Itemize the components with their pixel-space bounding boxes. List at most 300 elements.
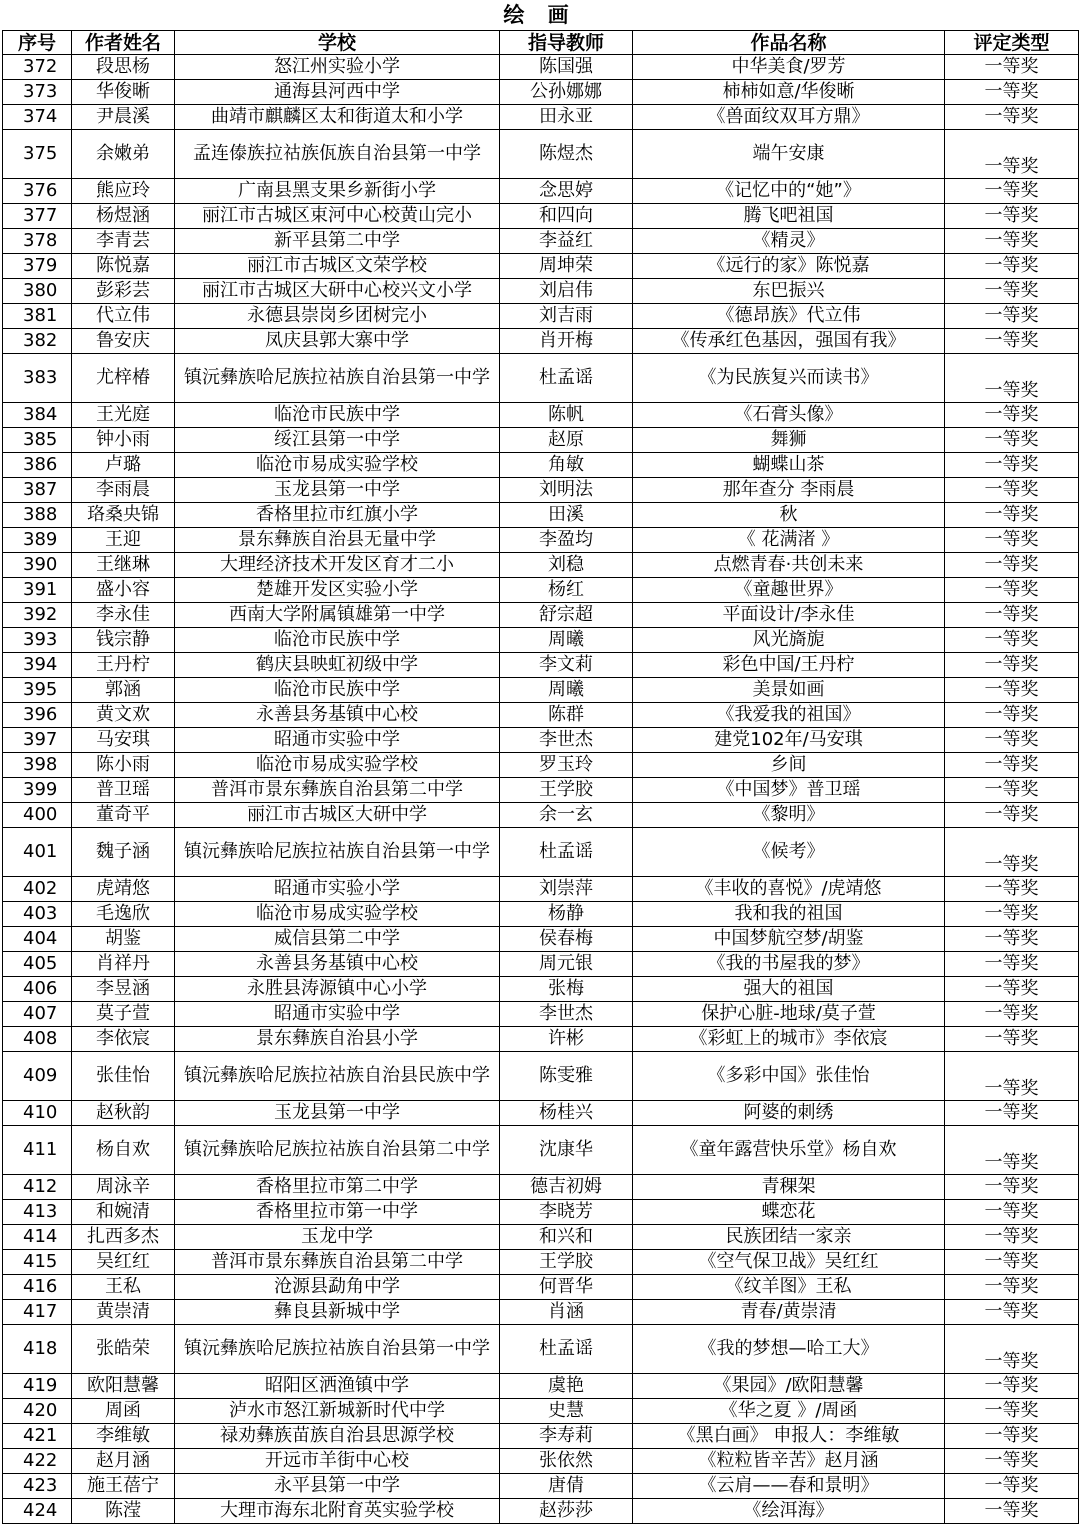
- cell-school: 临沧市民族中学: [175, 628, 500, 653]
- cell-author: 魏子涵: [72, 828, 175, 877]
- cell-award: 一等奖: [945, 403, 1079, 428]
- cell-school: 镇沅彝族哈尼族拉祜族自治县第一中学: [175, 354, 500, 403]
- cell-award: 一等奖: [945, 678, 1079, 703]
- table-row: [3, 428, 1079, 453]
- cell-award: 一等奖: [945, 703, 1079, 728]
- cell-work: 民族团结一家亲: [633, 1225, 945, 1250]
- cell-teacher: 罗玉玲: [500, 753, 633, 778]
- cell-teacher: 舒宗超: [500, 603, 633, 628]
- cell-work: 彩色中国/王丹柠: [633, 653, 945, 678]
- header-author: 作者姓名: [72, 31, 175, 55]
- cell-teacher: 李益红: [500, 229, 633, 254]
- cell-school: 香格里拉市红旗小学: [175, 503, 500, 528]
- cell-no: 410: [3, 1101, 72, 1126]
- cell-author: 王丹柠: [72, 653, 175, 678]
- cell-teacher: 许彬: [500, 1027, 633, 1052]
- cell-teacher: 沈康华: [500, 1126, 633, 1175]
- cell-school: 镇沅彝族哈尼族拉祜族自治县第一中学: [175, 828, 500, 877]
- cell-work: 舞狮: [633, 428, 945, 453]
- cell-author: 卢璐: [72, 453, 175, 478]
- cell-school: 镇沅彝族哈尼族拉祜族自治县第一中学: [175, 1325, 500, 1374]
- cell-teacher: 角敏: [500, 453, 633, 478]
- cell-award: 一等奖: [945, 578, 1079, 603]
- cell-author: 赵秋韵: [72, 1101, 175, 1126]
- table-row: [3, 728, 1079, 753]
- cell-teacher: 李寿莉: [500, 1424, 633, 1449]
- table-row: [3, 952, 1079, 977]
- cell-award: 一等奖: [945, 1374, 1079, 1399]
- table-row: [3, 902, 1079, 927]
- table-row: [3, 578, 1079, 603]
- cell-work: 《空气保卫战》吴红红: [633, 1250, 945, 1275]
- cell-author: 扎西多杰: [72, 1225, 175, 1250]
- cell-no: 389: [3, 528, 72, 553]
- cell-author: 吴红红: [72, 1250, 175, 1275]
- cell-school: 丽江市古城区束河中心校黄山完小: [175, 204, 500, 229]
- cell-no: 413: [3, 1200, 72, 1225]
- cell-no: 406: [3, 977, 72, 1002]
- cell-no: 421: [3, 1424, 72, 1449]
- cell-no: 396: [3, 703, 72, 728]
- cell-award: 一等奖: [945, 478, 1079, 503]
- cell-work: 《黑白画》 申报人：李维敏: [633, 1424, 945, 1449]
- cell-teacher: 余一玄: [500, 803, 633, 828]
- cell-school: 怒江州实验小学: [175, 55, 500, 80]
- cell-work: 乡间: [633, 753, 945, 778]
- table-row: [3, 1474, 1079, 1499]
- cell-author: 周泳辛: [72, 1175, 175, 1200]
- cell-school: 永德县崇岗乡团树完小: [175, 304, 500, 329]
- cell-school: 昭通市实验小学: [175, 877, 500, 902]
- cell-award: 一等奖: [945, 628, 1079, 653]
- cell-work: 保护心脏-地球/莫子萱: [633, 1002, 945, 1027]
- header-work: 作品名称: [633, 31, 945, 55]
- cell-author: 李昱涵: [72, 977, 175, 1002]
- table-row: [3, 453, 1079, 478]
- cell-author: 马安琪: [72, 728, 175, 753]
- cell-no: 393: [3, 628, 72, 653]
- cell-author: 段思杨: [72, 55, 175, 80]
- cell-school: 香格里拉市第一中学: [175, 1200, 500, 1225]
- cell-work: 我和我的祖国: [633, 902, 945, 927]
- cell-teacher: 李世杰: [500, 728, 633, 753]
- cell-author: 钟小雨: [72, 428, 175, 453]
- cell-work: 蝶恋花: [633, 1200, 945, 1225]
- cell-no: 379: [3, 254, 72, 279]
- table-row: [3, 229, 1079, 254]
- cell-author: 肖祥丹: [72, 952, 175, 977]
- cell-award: 一等奖: [945, 528, 1079, 553]
- cell-school: 威信县第二中学: [175, 927, 500, 952]
- table-row: [3, 977, 1079, 1002]
- cell-award: 一等奖: [945, 105, 1079, 130]
- cell-no: 384: [3, 403, 72, 428]
- cell-author: 张佳怡: [72, 1052, 175, 1101]
- cell-award: 一等奖: [945, 229, 1079, 254]
- table-row: [3, 528, 1079, 553]
- cell-author: 欧阳慧馨: [72, 1374, 175, 1399]
- cell-award: 一等奖: [945, 55, 1079, 80]
- cell-teacher: 李盈均: [500, 528, 633, 553]
- cell-work: 中华美食/罗芳: [633, 55, 945, 80]
- cell-school: 临沧市民族中学: [175, 678, 500, 703]
- table-row: [3, 478, 1079, 503]
- cell-award: 一等奖: [945, 1424, 1079, 1449]
- cell-no: 400: [3, 803, 72, 828]
- cell-author: 彭彩芸: [72, 279, 175, 304]
- table-row: [3, 877, 1079, 902]
- cell-author: 陈悦嘉: [72, 254, 175, 279]
- cell-work: 强大的祖国: [633, 977, 945, 1002]
- cell-work: 《黎明》: [633, 803, 945, 828]
- cell-no: 377: [3, 204, 72, 229]
- cell-award: 一等奖: [945, 329, 1079, 354]
- cell-author: 熊应玲: [72, 179, 175, 204]
- cell-no: 399: [3, 778, 72, 803]
- cell-teacher: 杜孟谣: [500, 828, 633, 877]
- table-row: [3, 279, 1079, 304]
- table-row: [3, 80, 1079, 105]
- cell-work: 那年查分 李雨晨: [633, 478, 945, 503]
- cell-work: 《我的书屋我的梦》: [633, 952, 945, 977]
- cell-teacher: 田永亚: [500, 105, 633, 130]
- cell-award: 一等奖: [945, 1027, 1079, 1052]
- table-row: [3, 1101, 1079, 1126]
- cell-award: 一等奖: [945, 304, 1079, 329]
- cell-teacher: 张依然: [500, 1449, 633, 1474]
- cell-author: 董奇平: [72, 803, 175, 828]
- cell-teacher: 陈群: [500, 703, 633, 728]
- cell-author: 毛逸欣: [72, 902, 175, 927]
- table-row: [3, 1499, 1079, 1524]
- cell-school: 玉龙县第一中学: [175, 1101, 500, 1126]
- cell-work: 《我爱我的祖国》: [633, 703, 945, 728]
- header-award: 评定类型: [945, 31, 1079, 55]
- cell-school: 楚雄开发区实验小学: [175, 578, 500, 603]
- cell-no: 420: [3, 1399, 72, 1424]
- cell-no: 390: [3, 553, 72, 578]
- cell-award: 一等奖: [945, 1399, 1079, 1424]
- cell-author: 鲁安庆: [72, 329, 175, 354]
- cell-work: 建党102年/马安琪: [633, 728, 945, 753]
- cell-school: 西南大学附属镇雄第一中学: [175, 603, 500, 628]
- cell-author: 黄文欢: [72, 703, 175, 728]
- cell-no: 412: [3, 1175, 72, 1200]
- cell-no: 376: [3, 179, 72, 204]
- cell-teacher: 陈煜杰: [500, 130, 633, 179]
- cell-award: 一等奖: [945, 1474, 1079, 1499]
- table-row: [3, 628, 1079, 653]
- cell-school: 新平县第二中学: [175, 229, 500, 254]
- cell-no: 402: [3, 877, 72, 902]
- cell-author: 普卫瑶: [72, 778, 175, 803]
- cell-award: 一等奖: [945, 204, 1079, 229]
- cell-author: 李雨晨: [72, 478, 175, 503]
- table-row: [3, 105, 1079, 130]
- cell-award: 一等奖: [945, 1300, 1079, 1325]
- cell-work: 《丰收的喜悦》/虎靖悠: [633, 877, 945, 902]
- cell-author: 珞桑央锦: [72, 503, 175, 528]
- cell-no: 374: [3, 105, 72, 130]
- cell-teacher: 刘明法: [500, 478, 633, 503]
- table-row: [3, 329, 1079, 354]
- cell-school: 临沧市易成实验学校: [175, 753, 500, 778]
- cell-school: 丽江市古城区文荣学校: [175, 254, 500, 279]
- cell-no: 411: [3, 1126, 72, 1175]
- table-row: [3, 1126, 1079, 1175]
- table-row: [3, 1300, 1079, 1325]
- cell-teacher: 陈国强: [500, 55, 633, 80]
- table-row: [3, 204, 1079, 229]
- cell-author: 胡鉴: [72, 927, 175, 952]
- cell-award: 一等奖: [945, 1126, 1079, 1175]
- cell-award: 一等奖: [945, 80, 1079, 105]
- table-row: [3, 678, 1079, 703]
- cell-author: 赵月涵: [72, 1449, 175, 1474]
- cell-work: 中国梦航空梦/胡鉴: [633, 927, 945, 952]
- cell-work: 平面设计/李永佳: [633, 603, 945, 628]
- cell-school: 丽江市古城区大研中心校兴文小学: [175, 279, 500, 304]
- cell-work: 端午安康: [633, 130, 945, 179]
- table-row: [3, 179, 1079, 204]
- table-row: [3, 304, 1079, 329]
- cell-no: 417: [3, 1300, 72, 1325]
- cell-work: 腾飞吧祖国: [633, 204, 945, 229]
- cell-school: 丽江市古城区大研中学: [175, 803, 500, 828]
- cell-work: 《果园》/欧阳慧馨: [633, 1374, 945, 1399]
- cell-work: 青春/黄崇清: [633, 1300, 945, 1325]
- cell-award: 一等奖: [945, 1101, 1079, 1126]
- awards-table: [2, 30, 1079, 1524]
- table-row: [3, 55, 1079, 80]
- cell-teacher: 王学胶: [500, 778, 633, 803]
- cell-teacher: 和四向: [500, 204, 633, 229]
- cell-teacher: 刘稳: [500, 553, 633, 578]
- cell-award: 一等奖: [945, 1225, 1079, 1250]
- cell-school: 广南县黑支果乡新街小学: [175, 179, 500, 204]
- table-row: [3, 1374, 1079, 1399]
- cell-award: 一等奖: [945, 1275, 1079, 1300]
- cell-award: 一等奖: [945, 254, 1079, 279]
- cell-author: 尹晨溪: [72, 105, 175, 130]
- cell-no: 385: [3, 428, 72, 453]
- cell-award: 一等奖: [945, 952, 1079, 977]
- cell-no: 424: [3, 1499, 72, 1524]
- cell-author: 施王蓓宁: [72, 1474, 175, 1499]
- cell-work: 风光旖旎: [633, 628, 945, 653]
- cell-award: 一等奖: [945, 977, 1079, 1002]
- cell-school: 香格里拉市第二中学: [175, 1175, 500, 1200]
- cell-work: 《彩虹上的城市》李依宸: [633, 1027, 945, 1052]
- table-row: [3, 254, 1079, 279]
- cell-award: 一等奖: [945, 1449, 1079, 1474]
- cell-no: 381: [3, 304, 72, 329]
- cell-award: 一等奖: [945, 503, 1079, 528]
- cell-work: 《绘洱海》: [633, 1499, 945, 1524]
- cell-school: 彝良县新城中学: [175, 1300, 500, 1325]
- cell-work: 《兽面纹双耳方鼎》: [633, 105, 945, 130]
- cell-author: 李青芸: [72, 229, 175, 254]
- cell-author: 王私: [72, 1275, 175, 1300]
- header-school: 学校: [175, 31, 500, 55]
- cell-author: 王光庭: [72, 403, 175, 428]
- table-row: [3, 1399, 1079, 1424]
- cell-no: 415: [3, 1250, 72, 1275]
- header-no: 序号: [3, 31, 72, 55]
- cell-award: 一等奖: [945, 1499, 1079, 1524]
- cell-school: 永胜县涛源镇中心小学: [175, 977, 500, 1002]
- cell-school: 昭通市实验中学: [175, 1002, 500, 1027]
- cell-work: 美景如画: [633, 678, 945, 703]
- table-row: [3, 603, 1079, 628]
- table-row: [3, 1200, 1079, 1225]
- cell-no: 397: [3, 728, 72, 753]
- table-row: [3, 927, 1079, 952]
- cell-teacher: 和兴和: [500, 1225, 633, 1250]
- cell-work: 点燃青春·共创未来: [633, 553, 945, 578]
- cell-work: 《华之夏 》/周函: [633, 1399, 945, 1424]
- cell-no: 401: [3, 828, 72, 877]
- cell-work: 《精灵》: [633, 229, 945, 254]
- cell-school: 镇沅彝族哈尼族拉祜族自治县民族中学: [175, 1052, 500, 1101]
- cell-work: 《德昂族》代立伟: [633, 304, 945, 329]
- cell-no: 387: [3, 478, 72, 503]
- cell-award: 一等奖: [945, 728, 1079, 753]
- cell-author: 陈滢: [72, 1499, 175, 1524]
- cell-teacher: 陈雯雅: [500, 1052, 633, 1101]
- cell-school: 景东彝族自治县小学: [175, 1027, 500, 1052]
- cell-work: 蝴蝶山茶: [633, 453, 945, 478]
- cell-school: 开远市羊街中心校: [175, 1449, 500, 1474]
- cell-award: 一等奖: [945, 753, 1079, 778]
- table-row: [3, 1424, 1079, 1449]
- table-row: [3, 130, 1079, 179]
- cell-teacher: 虞艳: [500, 1374, 633, 1399]
- cell-teacher: 杜孟谣: [500, 1325, 633, 1374]
- cell-work: 《粒粒皆辛苦》赵月涵: [633, 1449, 945, 1474]
- cell-school: 永平县第一中学: [175, 1474, 500, 1499]
- cell-award: 一等奖: [945, 902, 1079, 927]
- cell-teacher: 公孙娜娜: [500, 80, 633, 105]
- cell-award: 一等奖: [945, 828, 1079, 877]
- cell-work: 柿柿如意/华俊晰: [633, 80, 945, 105]
- cell-author: 华俊晰: [72, 80, 175, 105]
- cell-school: 昭阳区洒渔镇中学: [175, 1374, 500, 1399]
- cell-award: 一等奖: [945, 653, 1079, 678]
- cell-work: 《纹羊图》王私: [633, 1275, 945, 1300]
- cell-author: 黄崇清: [72, 1300, 175, 1325]
- cell-author: 周函: [72, 1399, 175, 1424]
- cell-school: 普洱市景东彝族自治县第二中学: [175, 1250, 500, 1275]
- table-row: [3, 1175, 1079, 1200]
- cell-no: 409: [3, 1052, 72, 1101]
- cell-school: 普洱市景东彝族自治县第二中学: [175, 778, 500, 803]
- cell-author: 王迎: [72, 528, 175, 553]
- cell-school: 孟连傣族拉祜族佤族自治县第一中学: [175, 130, 500, 179]
- cell-work: 《 花满渚 》: [633, 528, 945, 553]
- table-body: [3, 55, 1079, 1524]
- cell-teacher: 杨静: [500, 902, 633, 927]
- cell-teacher: 何晋华: [500, 1275, 633, 1300]
- cell-teacher: 史慧: [500, 1399, 633, 1424]
- cell-work: 东巴振兴: [633, 279, 945, 304]
- cell-school: 永善县务基镇中心校: [175, 703, 500, 728]
- cell-work: 《记忆中的“她”》: [633, 179, 945, 204]
- cell-no: 391: [3, 578, 72, 603]
- cell-award: 一等奖: [945, 354, 1079, 403]
- table-row: [3, 753, 1079, 778]
- cell-teacher: 刘吉雨: [500, 304, 633, 329]
- cell-work: 《远行的家》陈悦嘉: [633, 254, 945, 279]
- cell-school: 昭通市实验中学: [175, 728, 500, 753]
- table-row: [3, 1250, 1079, 1275]
- cell-author: 陈小雨: [72, 753, 175, 778]
- cell-school: 禄劝彝族苗族自治县思源学校: [175, 1424, 500, 1449]
- cell-award: 一等奖: [945, 453, 1079, 478]
- cell-author: 李维敏: [72, 1424, 175, 1449]
- cell-author: 钱宗静: [72, 628, 175, 653]
- table-row: [3, 403, 1079, 428]
- cell-school: 曲靖市麒麟区太和街道太和小学: [175, 105, 500, 130]
- cell-no: 414: [3, 1225, 72, 1250]
- cell-author: 尤梓椿: [72, 354, 175, 403]
- cell-no: 408: [3, 1027, 72, 1052]
- cell-no: 404: [3, 927, 72, 952]
- table-row: [3, 553, 1079, 578]
- cell-teacher: 杨桂兴: [500, 1101, 633, 1126]
- table-row: [3, 1275, 1079, 1300]
- cell-author: 虎靖悠: [72, 877, 175, 902]
- cell-author: 杨煜涵: [72, 204, 175, 229]
- table-row: [3, 503, 1079, 528]
- cell-school: 临沧市易成实验学校: [175, 902, 500, 927]
- table-row: [3, 1027, 1079, 1052]
- cell-school: 鹤庆县映虹初级中学: [175, 653, 500, 678]
- cell-work: 《为民族复兴而读书》: [633, 354, 945, 403]
- cell-teacher: 赵原: [500, 428, 633, 453]
- cell-teacher: 刘启伟: [500, 279, 633, 304]
- table-row: [3, 1002, 1079, 1027]
- cell-no: 419: [3, 1374, 72, 1399]
- cell-award: 一等奖: [945, 279, 1079, 304]
- table-row: [3, 803, 1079, 828]
- table-row: [3, 703, 1079, 728]
- cell-award: 一等奖: [945, 553, 1079, 578]
- cell-no: 423: [3, 1474, 72, 1499]
- cell-award: 一等奖: [945, 179, 1079, 204]
- cell-author: 李依宸: [72, 1027, 175, 1052]
- cell-award: 一等奖: [945, 1175, 1079, 1200]
- cell-teacher: 陈帆: [500, 403, 633, 428]
- cell-school: 通海县河西中学: [175, 80, 500, 105]
- cell-school: 绥江县第一中学: [175, 428, 500, 453]
- cell-award: 一等奖: [945, 1250, 1079, 1275]
- cell-teacher: 德吉初姆: [500, 1175, 633, 1200]
- cell-teacher: 周曦: [500, 678, 633, 703]
- cell-award: 一等奖: [945, 1002, 1079, 1027]
- cell-teacher: 周元银: [500, 952, 633, 977]
- cell-school: 凤庆县郭大寨中学: [175, 329, 500, 354]
- cell-author: 郭涵: [72, 678, 175, 703]
- cell-school: 临沧市民族中学: [175, 403, 500, 428]
- cell-teacher: 杨红: [500, 578, 633, 603]
- cell-teacher: 肖开梅: [500, 329, 633, 354]
- cell-work: 《童趣世界》: [633, 578, 945, 603]
- cell-teacher: 念思婷: [500, 179, 633, 204]
- cell-school: 沧源县勐角中学: [175, 1275, 500, 1300]
- cell-author: 莫子萱: [72, 1002, 175, 1027]
- cell-teacher: 张梅: [500, 977, 633, 1002]
